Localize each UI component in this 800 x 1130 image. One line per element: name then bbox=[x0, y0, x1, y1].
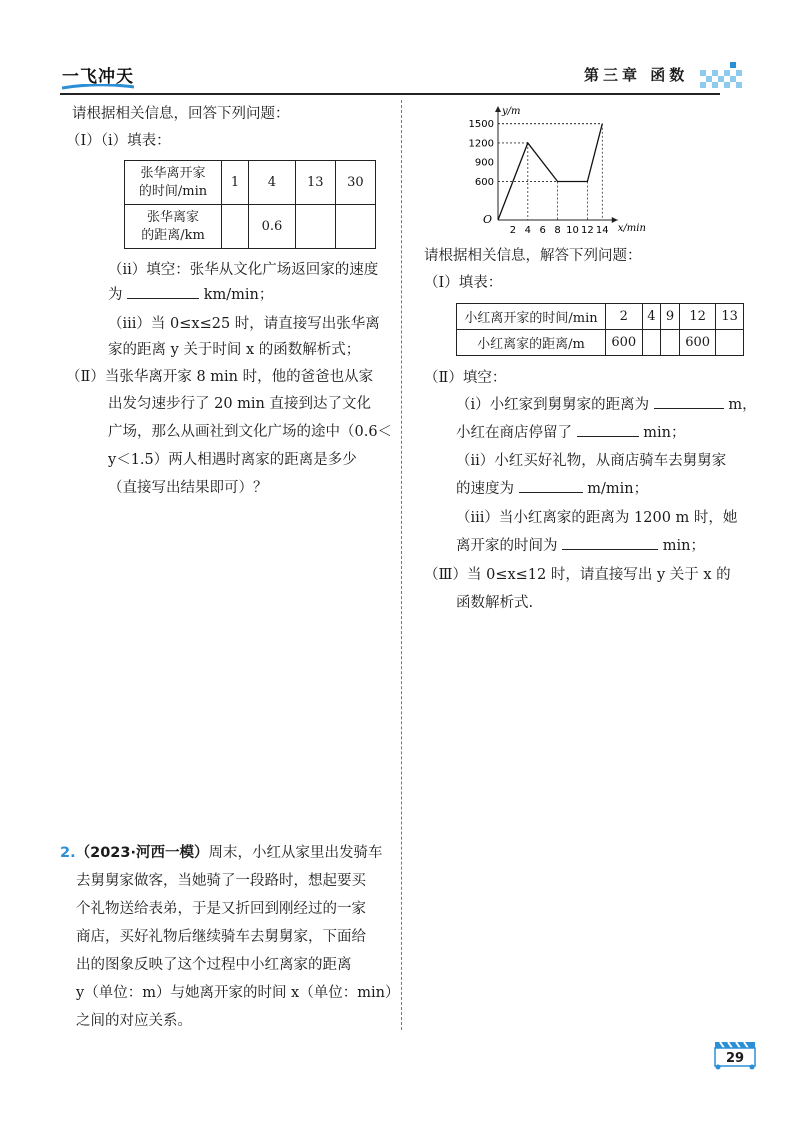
q2-line5: 出的图象反映了这个过程中小红离家的距离 bbox=[76, 957, 352, 973]
y-tick-label: 600 bbox=[474, 176, 494, 188]
left-part1-label: （Ⅰ）（ⅰ）填表： bbox=[66, 133, 171, 149]
origin-label: O bbox=[482, 213, 492, 226]
left-ii-line2: 为 km/min； bbox=[108, 282, 273, 308]
y-axis-arrow-icon bbox=[495, 106, 501, 112]
page-number: 29 bbox=[725, 1051, 745, 1066]
y-tick-label: 1500 bbox=[468, 119, 494, 131]
right-intro: 请根据相关信息，解答下列问题： bbox=[424, 248, 642, 264]
left-intro: 请根据相关信息，回答下列问题： bbox=[72, 106, 290, 122]
right-table-row2-header: 小红离家的距离/m bbox=[457, 330, 606, 356]
left-ii-line1: （ⅱ）填空：张华从文化广场返回家的速度 bbox=[108, 262, 379, 278]
answer-blank[interactable] bbox=[654, 394, 724, 409]
right-iii-line2: 离开家的时间为 min； bbox=[456, 533, 705, 559]
right-part3-line1: （Ⅲ）当 0≤x≤12 时，请直接写出 y 关于 x 的 bbox=[424, 567, 731, 583]
left-part2-line1: （Ⅱ）当张华离开家 8 min 时，他的爸爸也从家 bbox=[66, 369, 374, 385]
right-table-time-cell: 4 bbox=[642, 304, 661, 330]
chapter-title: 第三章 函数 bbox=[584, 66, 689, 84]
x-axis-label: x/min bbox=[617, 223, 646, 234]
q2-line6: y（单位：m）与她离开家的时间 x（单位：min） bbox=[76, 985, 400, 1001]
left-table-distance-cell[interactable] bbox=[295, 205, 335, 249]
left-iii-line2: 家的距离 y 关于时间 x 的函数解析式； bbox=[108, 342, 361, 358]
x-tick-label: 6 bbox=[539, 225, 546, 236]
right-i-line1: （ⅰ）小红家到舅舅家的距离为 m， bbox=[456, 392, 757, 418]
q2-line2: 去舅舅家做客，当她骑了一段路时，想起要买 bbox=[76, 873, 366, 889]
right-table-distance-cell[interactable]: 600 bbox=[606, 330, 643, 356]
right-table-row1-header: 小红离开家的时间/min bbox=[457, 304, 606, 330]
x-tick-label: 10 bbox=[566, 225, 579, 236]
q2-number: 2. bbox=[60, 845, 76, 861]
q2-line3: 个礼物送给表弟，于是又折回到刚经过的一家 bbox=[76, 901, 366, 917]
left-fill-table bbox=[124, 160, 376, 249]
right-fill-table bbox=[456, 303, 744, 356]
answer-blank[interactable] bbox=[127, 284, 199, 299]
right-table-time-cell: 12 bbox=[679, 304, 716, 330]
right-table-time-cell: 2 bbox=[606, 304, 643, 330]
right-iii-line1: （ⅲ）当小红离家的距离为 1200 m 时，她 bbox=[456, 510, 738, 526]
left-table-time-cell: 30 bbox=[335, 161, 375, 205]
q2-line7: 之间的对应关系。 bbox=[76, 1013, 192, 1029]
right-i-line2: 小红在商店停留了 min； bbox=[456, 420, 685, 446]
y-tick-label: 900 bbox=[474, 157, 494, 169]
answer-blank[interactable] bbox=[577, 422, 639, 437]
right-part1-label: （Ⅰ）填表： bbox=[424, 275, 503, 291]
right-table-time-cell: 9 bbox=[661, 304, 680, 330]
left-part2-line5: （直接写出结果即可）？ bbox=[108, 480, 268, 496]
left-table-row1-header: 张华离开家 的时间/min bbox=[125, 161, 222, 205]
column-divider bbox=[401, 100, 402, 1030]
left-table-time-cell: 1 bbox=[222, 161, 249, 205]
left-table-distance-cell[interactable] bbox=[335, 205, 375, 249]
right-ii-line1: （ⅱ）小红买好礼物，从商店骑车去舅舅家 bbox=[456, 453, 727, 469]
x-tick-label: 8 bbox=[554, 225, 561, 236]
q2-line1: 2.（2023·河西一模）周末，小红从家里出发骑车 bbox=[60, 845, 383, 861]
right-part2-label: （Ⅱ）填空： bbox=[424, 370, 507, 386]
right-table-time-cell: 13 bbox=[716, 304, 744, 330]
right-table-distance-cell[interactable] bbox=[642, 330, 661, 356]
answer-blank[interactable] bbox=[562, 535, 658, 550]
x-tick-label: 12 bbox=[581, 225, 594, 236]
answer-blank[interactable] bbox=[519, 478, 583, 493]
right-part3-line2: 函数解析式. bbox=[456, 595, 534, 611]
left-table-distance-cell[interactable]: 0.6 bbox=[249, 205, 296, 249]
y-axis-label: y/m bbox=[502, 106, 521, 117]
x-tick-label: 14 bbox=[595, 225, 609, 236]
right-table-distance-cell[interactable]: 600 bbox=[679, 330, 716, 356]
left-part2-line3: 广场，那么从画社到文化广场的途中（0.6＜ bbox=[108, 424, 393, 440]
right-table-distance-cell[interactable] bbox=[716, 330, 744, 356]
x-tick-label: 4 bbox=[524, 225, 531, 236]
series-line bbox=[498, 124, 602, 220]
q2-line4: 商店，买好礼物后继续骑车去舅舅家，下面给 bbox=[76, 929, 366, 945]
q2-source: （2023·河西一模） bbox=[75, 845, 209, 861]
brand-swoosh-icon bbox=[62, 84, 134, 90]
y-tick-label: 1200 bbox=[468, 138, 494, 150]
left-table-time-cell: 13 bbox=[295, 161, 335, 205]
right-table-distance-cell[interactable] bbox=[661, 330, 680, 356]
left-table-time-cell: 4 bbox=[249, 161, 296, 205]
x-tick-label: 2 bbox=[509, 225, 517, 236]
left-part2-line4: y＜1.5）两人相遇时离家的距离是多少 bbox=[108, 452, 357, 468]
left-table-distance-cell[interactable] bbox=[222, 205, 249, 249]
right-ii-line2: 的速度为 m/min； bbox=[456, 476, 648, 502]
left-part2-line2: 出发匀速步行了 20 min 直接到达了文化 bbox=[108, 396, 372, 412]
brand-logo-text: 一飞冲天 bbox=[62, 67, 134, 87]
checker-decoration-icon bbox=[700, 62, 746, 94]
distance-time-chart bbox=[460, 100, 720, 240]
left-iii-line1: （ⅲ）当 0≤x≤25 时，请直接写出张华离 bbox=[108, 316, 380, 332]
left-table-row2-header: 张华离家 的距离/km bbox=[125, 205, 222, 249]
header-rule bbox=[60, 93, 720, 95]
